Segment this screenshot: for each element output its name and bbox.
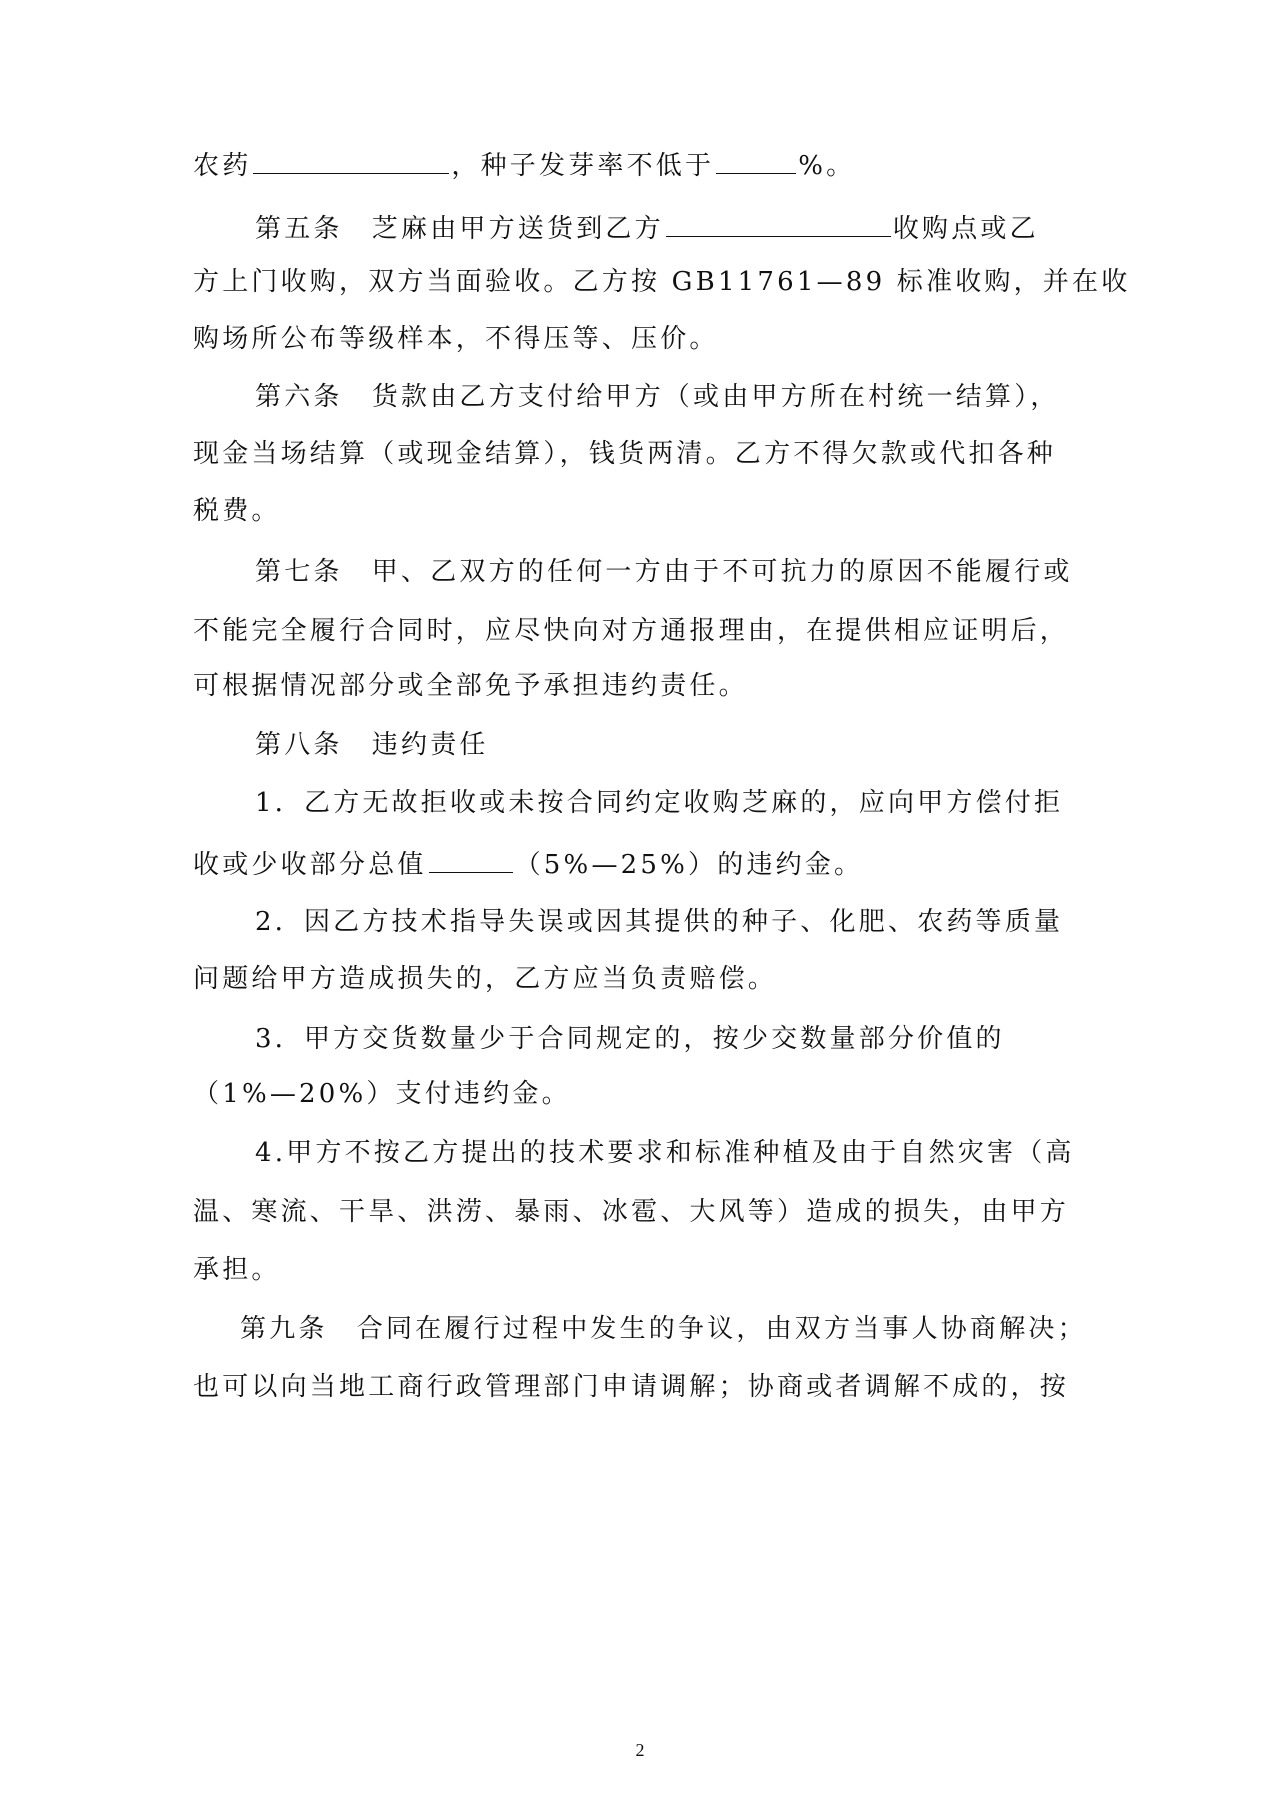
line-text: 收购点或乙 bbox=[892, 214, 1039, 244]
fill-in-blank-germination-rate[interactable] bbox=[716, 147, 796, 174]
line-text: 收或少收部分总值 bbox=[193, 850, 427, 880]
line-text: 农药 bbox=[193, 151, 252, 181]
clause-4-line: 4.甲方不按乙方提出的技术要求和标准种植及由于自然灾害（高 bbox=[255, 1138, 1075, 1168]
text-line: 方上门收购，双方当面验收。乙方按 GB11761—89 标准收购，并在收 bbox=[193, 267, 1131, 297]
line-text: %。 bbox=[798, 151, 856, 181]
text-line: 也可以向当地工商行政管理部门申请调解；协商或者调解不成的，按 bbox=[193, 1372, 1070, 1402]
text-line: （1%—20%）支付违约金。 bbox=[193, 1079, 571, 1109]
fill-in-blank-pesticide[interactable] bbox=[253, 147, 449, 174]
text-line: 购场所公布等级样本，不得压等、压价。 bbox=[193, 324, 719, 354]
text-line: 现金当场结算（或现金结算），钱货两清。乙方不得欠款或代扣各种 bbox=[193, 439, 1057, 469]
article-7-line: 第七条 甲、乙双方的任何一方由于不可抗力的原因不能履行或 bbox=[255, 557, 1073, 587]
line-text: 第五条 芝麻由甲方送货到乙方 bbox=[255, 214, 664, 244]
clause-3-line: 3．甲方交货数量少于合同规定的，按少交数量部分价值的 bbox=[255, 1024, 1005, 1054]
clause-1-line: 1．乙方无故拒收或未按合同约定收购芝麻的，应向甲方偿付拒 bbox=[255, 788, 1064, 818]
page-number: 2 bbox=[635, 1740, 645, 1760]
article-9-line: 第九条 合同在履行过程中发生的争议，由双方当事人协商解决； bbox=[240, 1314, 1087, 1344]
fill-in-blank-penalty-rate[interactable] bbox=[429, 846, 513, 873]
clause-2-line: 2．因乙方技术指导失误或因其提供的种子、化肥、农药等质量 bbox=[255, 907, 1064, 937]
text-line: 温、寒流、干旱、洪涝、暴雨、冰雹、大风等）造成的损失，由甲方 bbox=[193, 1197, 1070, 1227]
line-text: （5%—25%）的违约金。 bbox=[514, 850, 864, 880]
line-text: ，种子发芽率不低于 bbox=[451, 151, 715, 181]
fill-in-blank-purchase-point[interactable] bbox=[666, 210, 891, 237]
article-5-heading-line bbox=[255, 210, 1155, 246]
text-line: 不能完全履行合同时，应尽快向对方通报理由，在提供相应证明后， bbox=[193, 616, 1070, 646]
text-line: 问题给甲方造成损失的，乙方应当负责赔偿。 bbox=[193, 964, 778, 994]
text-line: 可根据情况部分或全部免予承担违约责任。 bbox=[193, 671, 748, 701]
text-line: 税费。 bbox=[193, 496, 281, 526]
article-6-line: 第六条 货款由乙方支付给甲方（或由甲方所在村统一结算）， bbox=[255, 382, 1060, 412]
text-line: 承担。 bbox=[193, 1255, 281, 1285]
text-line bbox=[193, 147, 1093, 183]
text-line bbox=[193, 846, 1093, 882]
article-8-heading: 第八条 违约责任 bbox=[255, 730, 489, 760]
